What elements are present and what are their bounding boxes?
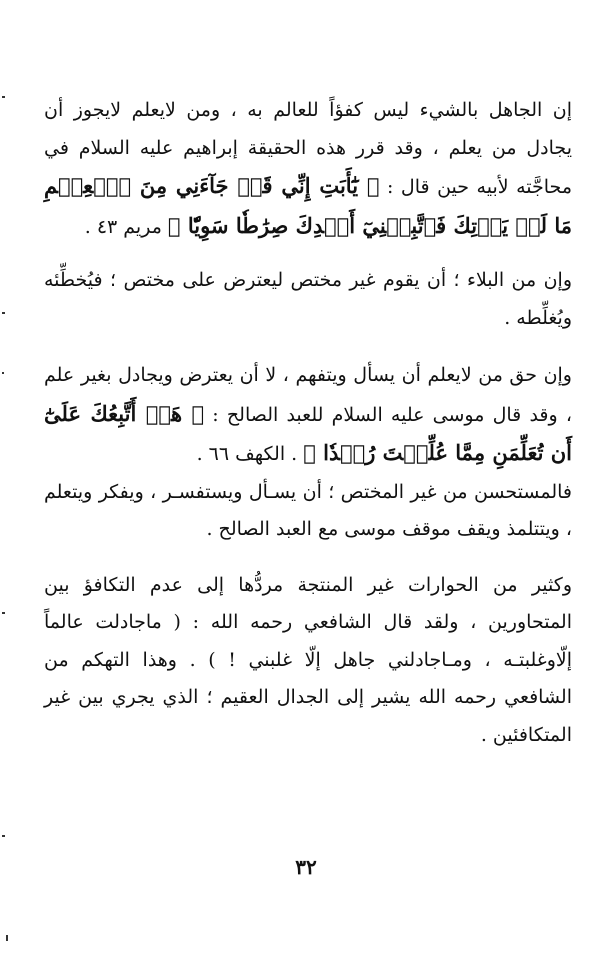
scan-speck: [2, 612, 5, 614]
paragraph-musa: [44, 357, 572, 474]
paragraph-text: وإن من البلاء ؛ أن يقوم غير مختص ليعترض على مختص ؛ فيُخطِّئه ويُغلِّطه .: [44, 269, 572, 329]
paragraph-affliction: [44, 262, 572, 337]
scan-speck: [2, 372, 4, 374]
paragraph-text: وإن حق من لايعلم أن يسأل ويتفهم ، لا أن يعترض ويجادل بغير علم ، وقد قال موسى عليه السلام للعبد الصالح :: [44, 364, 572, 426]
paragraph-shafii: [44, 567, 572, 755]
scan-speck: [2, 312, 5, 314]
paragraph-ibrahim: [44, 92, 572, 246]
scan-speck: [2, 96, 5, 98]
page-number: ٣٢: [295, 855, 317, 879]
quran-verse: ﴿ هَلۡ أَتَّبِعُكَ عَلَىٰٓ أَن تُعَلِّمَنِ مِمَّا عُلِّمۡتَ رُشۡدٗا ﴾: [44, 400, 572, 465]
scan-speck: [6, 935, 8, 941]
paragraph-recommended: [44, 474, 572, 549]
page-body: [44, 92, 572, 754]
quran-verse: ﴿ يَٰٓأَبَتِ إِنِّي قَدۡ جَآءَنِي مِنَ ٱلۡعِلۡمِ مَا لَمۡ يَأۡتِكَ فَٱتَّبِعۡنِيٓ أَهۡدِكَ صِرَٰطٗا سَوِيّٗا ﴾: [44, 173, 572, 238]
verse-reference: مريم ٤٣ .: [84, 215, 162, 238]
paragraph-text: وكثير من الحوارات غير المنتجة مردُّها إلى عدم التكافؤ بين المتحاورين ، ولقد قال الشافعي رحمه الله : ( ماجادلت عالماً إلّاوغلبتـه ، ومـاجادلني جاهل إلّا غلبني ! ) . وهذا التهكم من الشافعي رحمه الله يشير إلى الجدال العقيم ؛ الذي يجري بين غير المتكافئين .: [44, 573, 572, 746]
scan-speck: [2, 835, 5, 837]
paragraph-text: إن الجاهل بالشيء ليس كفؤاً للعالم به ، ومن لايعلم لايجوز أن يجادل من يعلم ، وقد قرر هذه الحقيقة إبراهيم عليه السلام في محاجَّته لأبيه حين قال :: [44, 99, 573, 198]
verse-reference: . الكهف ٦٦ .: [196, 443, 298, 465]
paragraph-text: فالمستحسن من غير المختص ؛ أن يسـأل ويستفسـر ، ويفكر ويتعلم ، ويتتلمذ ويقف موقف موسى مع العبد الصالح .: [44, 480, 572, 540]
